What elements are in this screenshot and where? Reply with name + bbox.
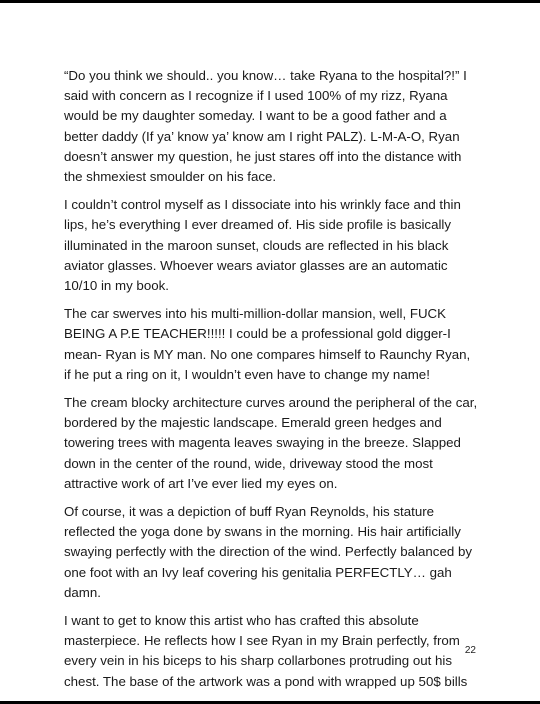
document-page	[64, 66, 480, 700]
top-border	[0, 0, 540, 3]
paragraph-5: Of course, it was a depiction of buff Ryan Reynolds, his stature reflected the yoga done by swans in the morning. His hair artificially swaying perfectly with the direction of the wind. Perfectly balanced by one foot with an Ivy leaf covering his genitalia PERFECTLY… gah damn.	[64, 504, 472, 600]
paragraph-3: The car swerves into his multi-million-dollar mansion, well, FUCK BEING A P.E TEACHER!!!!! I could be a professional gold digger-I mean- Ryan is MY man. No one compares himself to Raunchy Ryan, if he put a ring on it, I wouldn’t even have to change my name!	[64, 306, 471, 382]
page-number: 22	[464, 645, 476, 656]
paragraph-1: “Do you think we should.. you know… take Ryana to the hospital?!” I said with concern as I recognize if I used 100% of my rizz, Ryana would be my daughter someday. I want to be a good father and a better daddy (If ya’ know ya’ know am I right PALZ). L-M-A-O, Ryan doesn’t answer my question, he just stares off into the distance with the shmexiest smoulder on his face.	[64, 68, 467, 185]
paragraph-6: I want to get to know this artist who has crafted this absolute masterpiece. He reflects how I see Ryan in my Brain perfectly, from every vein in his biceps to his sharp collarbones protruding out his chest. The base of the artwork was a pond with wrapped up 50$ bills	[64, 613, 468, 689]
paragraph-4: The cream blocky architecture curves around the peripheral of the car, bordered by the majestic landscape. Emerald green hedges and towering trees with magenta leaves swaying in the breeze. Slapped down in the center of the round, wide, driveway stood the most attractive work of art I’ve ever lied my eyes on.	[64, 395, 478, 491]
paragraph-2: I couldn’t control myself as I dissociate into his wrinkly face and thin lips, he’s everything I ever dreamed of. His side profile is basically illuminated in the maroon sunset, clouds are reflected in his black aviator glasses. Whoever wears aviator glasses are an automatic 10/10 in my book.	[64, 197, 461, 294]
